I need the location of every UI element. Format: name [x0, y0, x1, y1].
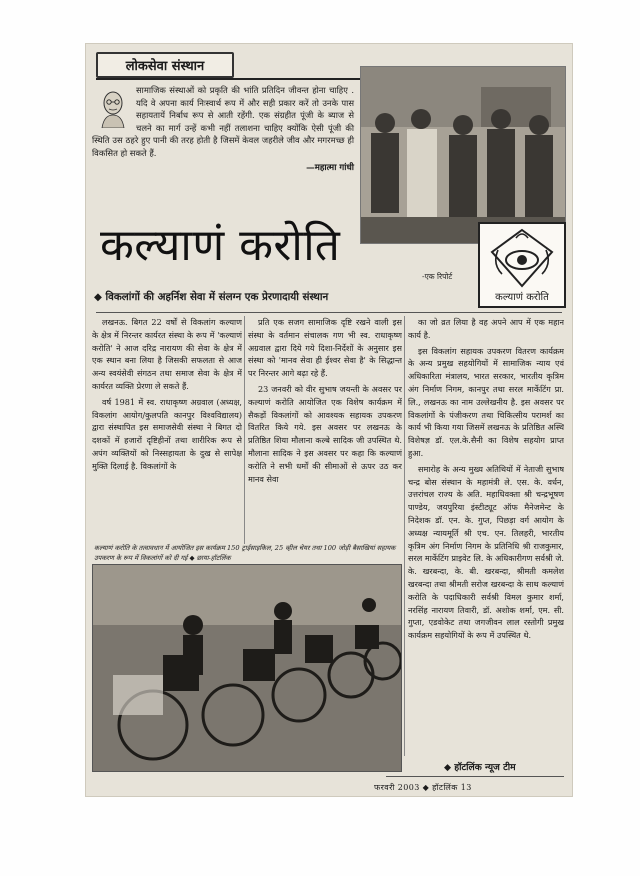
gandhi-portrait-icon [96, 88, 130, 128]
report-tag: -एक रिपोर्ट [422, 272, 453, 281]
paragraph: वर्ष 1981 में स्व. राधाकृष्ण अग्रवाल (अध्यक्ष, विकलांग आयोग/कुलपति कानपुर विश्वविद्यालय) द्वारा संस्थापित इस समाजसेवी संस्था ने बिगत दो दशकों में हजारों दृष्टिहीनों तथा शारीरिक रूप से अपंग व्यक्तियों को निस्सहायता के दुख से सापेक्ष मुक्ति दिलाई है. विकलांगों के [92, 396, 242, 471]
quote-attribution: —महात्मा गांधी [306, 162, 354, 173]
footer-date: फरवरी 2003 ◆ हॉटलिंक 13 [374, 783, 472, 792]
logo-text: कल्याणं करोति [495, 292, 549, 303]
wheelchair-distribution-photo [92, 564, 402, 772]
footer-team: ◆ हॉटलिंक न्यूज टीम [444, 762, 516, 773]
paragraph: प्रति एक सजग सामाजिक दृष्टि रखने वाली इस संस्था के वर्तमान संचालक गण भी स्व. राधाकृष्ण अग्रवाल द्वारा दिये गये दिशा-निर्देशों के अनुसार इस संस्था को 'मानव सेवा ही ईश्वर सेवा है' के सिद्धान्त पर निरन्तर आगे बढ़ा रहे हैं. [248, 317, 402, 379]
paragraph: 23 जनवरी को वीर सुभाष जयन्ती के अवसर पर कल्याणं करोति आयोजित एक विशेष कार्यक्रम में सैकड़ों विकलांगों को आवश्यक सहायक उपकरण वितरित किये गये. इस अवसर पर लखनऊ के प्रतिष्ठित शिया मौलाना कल्बे सादिक जी उपस्थित थे. मौलाना सादिक ने इस अवसर पर कहा कि कल्याणं करोति ने सभी धर्मों की सीमाओं से ऊपर उठ कर मानव सेवा [248, 383, 402, 484]
headline: कल्याणं करोति [100, 220, 341, 271]
section-rule [96, 312, 562, 313]
section-tag: लोकसेवा संस्थान [96, 52, 234, 78]
article-column-2 [248, 316, 402, 544]
article-column-3 [408, 316, 564, 756]
photo-caption: कल्याणं करोति के तत्वावधान में आयोजित इस कार्यक्रम 150 ट्राईसाइकिल, 25 व्हील चेयर तथा 100 जोड़ी बैसाखियां सहायक उपकरण के रूप में विकलांगों को दी गई ◆ छाया-हॉटलिंक [94, 544, 396, 562]
article-column-1 [92, 316, 242, 544]
column-divider [244, 316, 245, 544]
subheadline: ◆ विकलांगों की अहर्निश सेवा में संलग्न एक प्रेरणादायी संस्थान [94, 291, 329, 303]
newspaper-clipping [86, 44, 572, 796]
quote-text: सामाजिक संस्थाओं को प्रकृति की भांति प्रतिदिन जीवन्त होना चाहिए . यदि वे अपना कार्य निःस्वार्थ रूप में और सही प्रकार करें तो उनके पास सहायतायें निर्बाध रूप से आती रहेंगी. एक संग्रहीत पूंजी के ब्याज से चलने का मार्ग उन्हें कभी नहीं तलाशना चाहिए क्योंकि ऐसी पूंजी की स्थिति उस ठहरे हुए पानी की तरह होती है जिसमें केवल जहरीले जीव और मगरमच्छ ही विकसित हो सकते हैं. [92, 85, 354, 158]
footer-rule [386, 776, 564, 777]
kalyanam-karoti-logo [478, 222, 566, 308]
paragraph: इस विकलांग सहायक उपकरण वितरण कार्यक्रम के अन्य प्रमुख सहयोगियों में सामाजिक न्याय एवं अधिकारिता मंत्रालय, भारत सरकार, भारतीय कृत्रिम अंग निर्माण निगम, कानपुर तथा सरल मार्केटिंग प्रा. लि., लखनऊ का नाम उल्लेखनीय है. इस अवसर पर विकलांगों के पंजीकरण तथा चिकित्सीय परामर्श का कार्य भी किया गया जिसमें लखनऊ के प्रतिष्ठित अस्थि विशेषज्ञ डॉ. एल.के.सैनी का विशेष सहयोग प्राप्त हुआ. [408, 345, 564, 458]
paragraph: लखनऊ. बिगत 22 वर्षों से विकलांग कल्याण के क्षेत्र में निरन्तर कार्यरत संस्था के रूप में 'कल्याणं करोति' ने आज दरिद्र नारायण की सेवा के क्षेत्र में एक स्थान बना लिया है जिसकी सफलता से आज अन्य स्वयंसेवी संगठन तथा समाज सेवा के क्षेत्र में कार्यरत व्यक्ति प्रेरणा ले सकते हैं. [92, 317, 242, 391]
paragraph: का जो व्रत लिया है वह अपने आप में एक महान कार्य है. [408, 317, 564, 340]
column-divider [404, 316, 405, 756]
paragraph: समारोह के अन्य मुख्य अतिथियों में नेताजी सुभाष चन्द्र बोस संस्थान के महामंत्री ले. एस. के. वर्धन, उत्तरांचल राज्य के अति. महाधिवक्ता श्री चन्द्रभूषण पाण्डेय, जयपुरिया इंस्टीट्यूट ऑफ मैनेजमेन्ट के निदेशक डॉ. एन. के. गुप्त, पिछड़ा वर्ग आयोग के अध्यक्ष न्यायमूर्ति श्री एच. एन. तिलहरी, भारतीय कृत्रिम अंग निर्माण निगम के प्रतिनिधि श्री राजकुमार, सरल मार्केटिंग प्राइवेट लि. के अधिकारीगण सर्वश्री जे. के. खरबन्दा, के. बी. खरबन्दा, श्रीमती कमलेश खरबन्दा तथा श्रीमती सरोज खरबन्दा के साथ कल्याणं करोति के पदाधिकारी सर्वश्री विमल कुमार शर्मा, नरसिंह नारायण तिवारी, डॉ. अशोक शर्मा, एम. सी. गुप्ता, एडवोकेट तथा जगजीवन लाल रस्तोगी प्रमुख कार्यक्रम सहयोगियों के रूप में उपस्थित थे. [408, 463, 564, 641]
